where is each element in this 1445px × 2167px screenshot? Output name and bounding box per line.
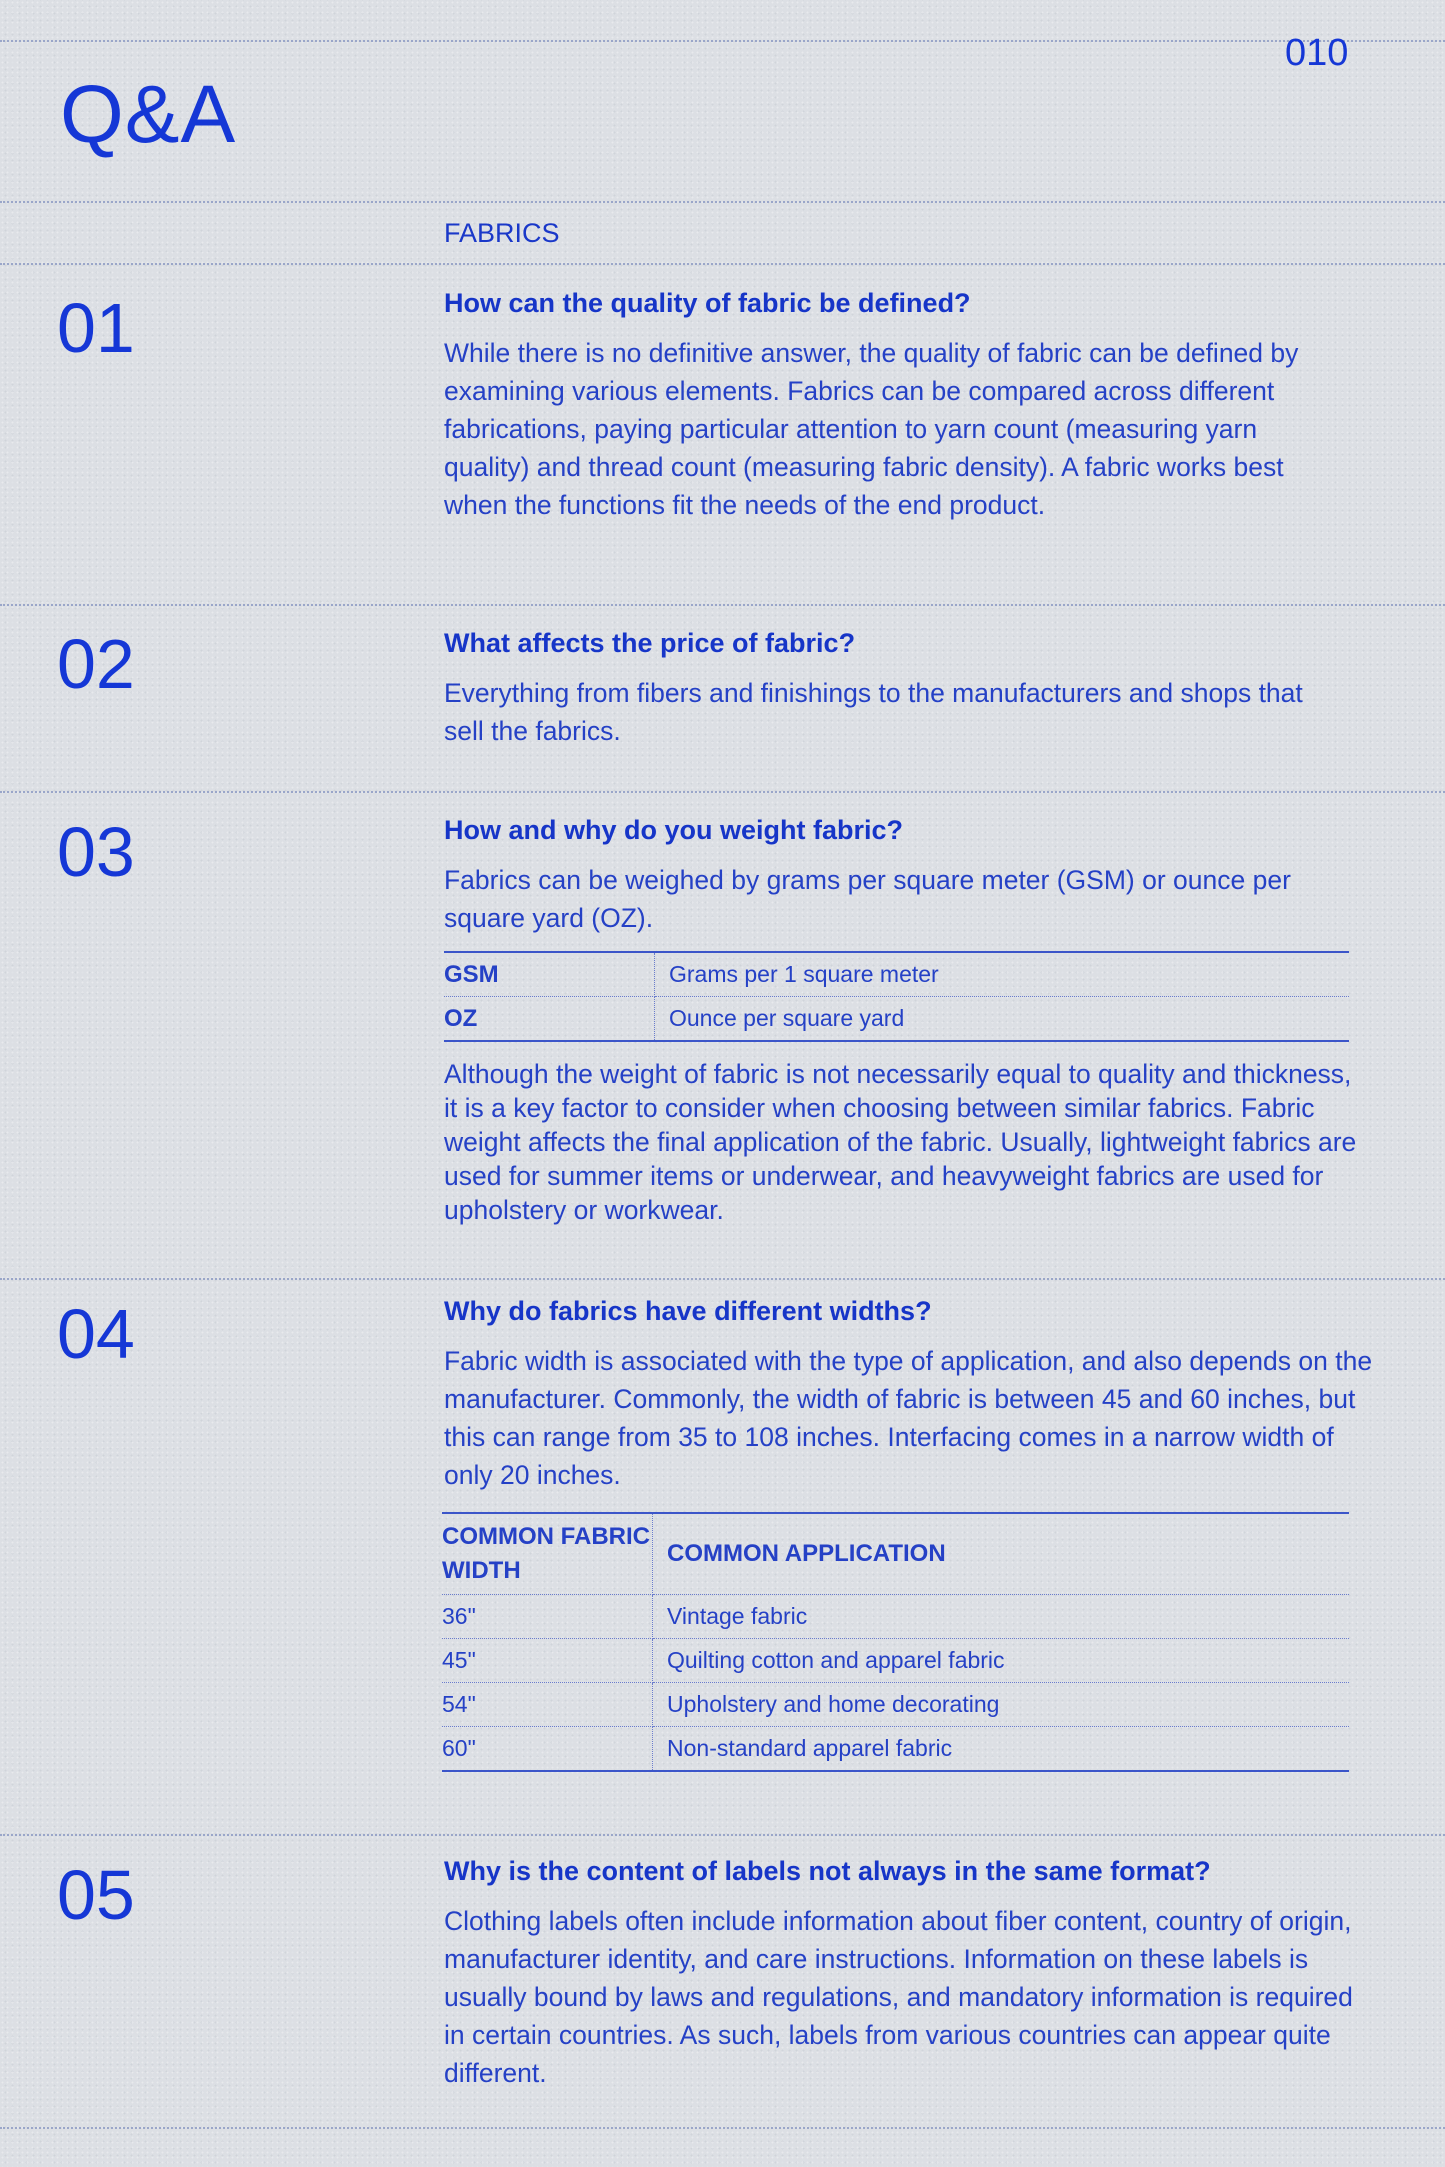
answer-text: Although the weight of fabric is not necessarily equal to quality and thickness, it is a key factor to consider when choosing between similar fabrics. Fabric weight affects the final application of the fabric. Usually, lightweight fabrics are used for summer items or underwear, and heavyweight fabrics are used for upholstery or workwear. — [444, 1059, 1357, 1225]
table-row — [442, 1595, 1349, 1639]
table-cell-width: 60" — [442, 1727, 653, 1772]
question-heading: How and why do you weight fabric? — [444, 815, 904, 845]
divider — [0, 1278, 1445, 1280]
table-row — [442, 1683, 1349, 1727]
table-cell-application: Upholstery and home decorating — [653, 1683, 1350, 1727]
table-cell-width: 45" — [442, 1639, 653, 1683]
divider — [0, 2127, 1445, 2129]
table-cell-term: GSM — [444, 952, 655, 997]
table-row — [444, 997, 1349, 1042]
table-cell-application: Non-standard apparel fabric — [653, 1727, 1350, 1772]
question-number: 01 — [57, 289, 135, 367]
table-cell-application: Quilting cotton and apparel fabric — [653, 1639, 1350, 1683]
table-cell-definition: Ounce per square yard — [655, 997, 1350, 1042]
question-number: 02 — [57, 625, 135, 703]
answer-text: While there is no definitive answer, the quality of fabric can be defined by examining various elements. Fabrics can be compared across different fabrications, paying particular attention to yarn count (measuring yarn quality) and thread count (measuring fabric density). A fabric works best when the functions fit the needs of the end product. — [444, 338, 1299, 520]
answer-text: Fabric width is associated with the type of application, and also depends on the manufacturer. Commonly, the width of fabric is between 45 and 60 inches, but this can range from 35 to 108 inches. Interfacing comes in a narrow width of only 20 inches. — [444, 1346, 1373, 1490]
question-heading: How can the quality of fabric be defined? — [444, 288, 971, 318]
divider — [0, 263, 1445, 265]
table-row — [444, 952, 1349, 997]
answer-text: Everything from fibers and finishings to the manufacturers and shops that sell the fabrics. — [444, 678, 1303, 746]
answer-text: Clothing labels often include information about fiber content, country of origin, manufacturer identity, and care instructions. Information on these labels is usually bound by laws and regulations, and mandatory information is required in certain countries. As such, labels from various countries can appear quite different. — [444, 1906, 1353, 2088]
page-number: 010 — [1285, 32, 1349, 74]
width-table — [442, 1512, 1349, 1772]
table-cell-term: OZ — [444, 997, 655, 1042]
divider — [0, 604, 1445, 606]
answer-text: Fabrics can be weighed by grams per square meter (GSM) or ounce per square yard (OZ). — [444, 865, 1291, 933]
table-header-row — [442, 1513, 1349, 1595]
question-heading: What affects the price of fabric? — [444, 628, 856, 658]
question-number: 04 — [57, 1295, 135, 1373]
section-label: FABRICS — [444, 218, 560, 248]
divider — [0, 40, 1445, 42]
table-header: COMMON APPLICATION — [653, 1513, 1350, 1595]
question-heading: Why do fabrics have different widths? — [444, 1296, 932, 1326]
table-cell-width: 36" — [442, 1595, 653, 1639]
question-number: 03 — [57, 813, 135, 891]
table-cell-width: 54" — [442, 1683, 653, 1727]
table-cell-application: Vintage fabric — [653, 1595, 1350, 1639]
question-number: 05 — [57, 1856, 135, 1934]
divider — [0, 201, 1445, 203]
table-cell-definition: Grams per 1 square meter — [655, 952, 1350, 997]
divider — [0, 1834, 1445, 1836]
page-title: Q&A — [60, 69, 237, 160]
table-header: COMMON FABRIC WIDTH — [442, 1513, 653, 1595]
table-row — [442, 1639, 1349, 1683]
divider — [0, 791, 1445, 793]
table-row — [442, 1727, 1349, 1772]
question-heading: Why is the content of labels not always in the same format? — [444, 1856, 1211, 1886]
weight-table — [444, 951, 1349, 1042]
